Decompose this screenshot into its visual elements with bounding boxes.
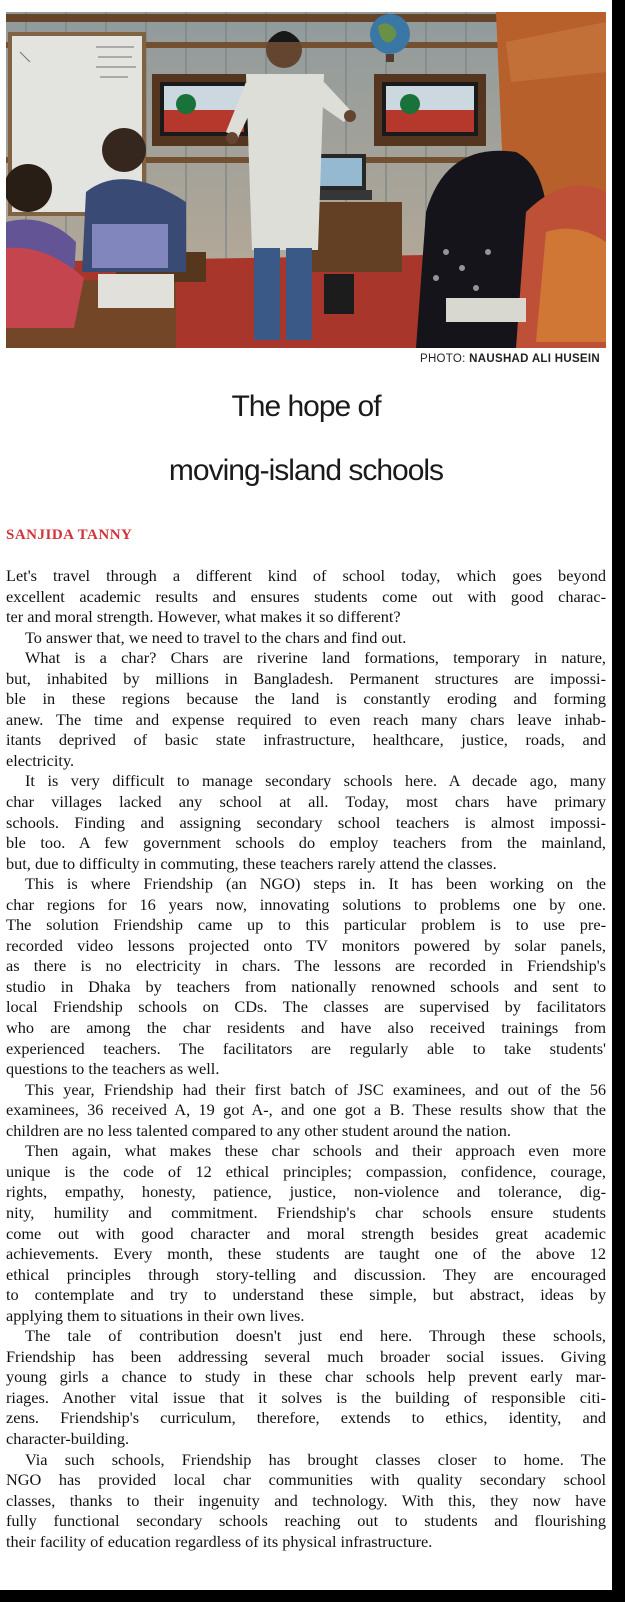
article-line: their facility of education regardless of its physical infrastructure. — [6, 1531, 433, 1551]
article-paragraph — [6, 1450, 606, 1553]
article-line: anew. The time and expense required to even reach many chars leave inhab- — [6, 709, 606, 729]
article-line: itants deprived of basic state infrastructure, healthcare, justice, roads, and — [6, 730, 606, 750]
article-line: experienced teachers. The facilitators are regularly able to take students' — [6, 1038, 606, 1058]
article-line: ter and moral strength. However, what makes it so different? — [6, 607, 401, 627]
article-line: What is a char? Chars are riverine land formations, temporary in nature, — [25, 648, 606, 668]
article-line: fully functional secondary schools reaching out to students and flourishing — [6, 1511, 606, 1531]
article-line: ethical principles through story-telling and discussion. They are encouraged — [6, 1264, 606, 1284]
article-line: NGO has provided local char communities with quality secondary school — [6, 1470, 606, 1490]
article-line: but, inhabited by millions in Bangladesh. Permanent structures are impossi- — [6, 668, 606, 688]
article-line: classes, thanks to their ingenuity and technology. With this, they now have — [6, 1490, 606, 1510]
article-line: Let's travel through a different kind of school today, which goes beyond — [6, 566, 606, 585]
article-line: The tale of contribution doesn't just end here. Through these schools, — [25, 1326, 606, 1346]
article-line: who are among the char residents and have also received trainings from — [6, 1018, 606, 1038]
article-line: studio in Dhaka by teachers from nationally renowned schools and sent to — [6, 976, 606, 996]
article-line: achievements. Every month, these students are taught one of the above 12 — [6, 1244, 606, 1264]
headline-line-2: moving-island schools — [168, 454, 444, 487]
article-line: young girls a chance to study in these char schools help prevent early mar- — [6, 1367, 606, 1387]
article-line: The solution Friendship came up to this particular problem is to use pre- — [6, 915, 606, 935]
article-line: applying them to situations in their own lives. — [6, 1305, 305, 1325]
article-line: unique is the code of 12 ethical principles; compassion, confidence, courage, — [6, 1161, 606, 1181]
article-line: char regions for 16 years now, innovating solutions to problems one by one. — [6, 894, 606, 914]
article-paragraph — [6, 874, 606, 1079]
article-paragraph — [6, 1080, 606, 1142]
article-paragraph — [6, 1326, 606, 1449]
article-line: but, due to difficulty in commuting, these teachers rarely attend the classes. — [6, 853, 497, 873]
article-line: To answer that, we need to travel to the chars and find out. — [25, 627, 407, 647]
photo-credit-label: PHOTO: — [419, 353, 466, 365]
author-byline: SANJIDA TANNY — [6, 527, 133, 543]
article-paragraph — [6, 566, 606, 628]
article-line: zens. Friendship's curriculum, therefore, extends to ethics, identity, and — [6, 1408, 606, 1428]
article-line: rights, empathy, honesty, patience, justice, non-violence and tolerance, dig- — [6, 1182, 606, 1202]
article-line: ble in these regions because the land is constantly eroding and forming — [6, 689, 606, 709]
article-line: It is very difficult to manage secondary schools here. A decade ago, many — [25, 771, 606, 791]
article-line: children are no less talented compared to any other student around the nation. — [6, 1120, 512, 1140]
classroom-photo — [6, 12, 606, 348]
classroom-photo-illustration — [6, 12, 606, 348]
article-line: nity, humility and commitment. Friendship's char schools ensure students — [6, 1202, 606, 1222]
article-line: electricity. — [6, 750, 75, 770]
article-line: schools. Finding and assigning secondary school teachers is almost impossi- — [6, 812, 606, 832]
headline-line-1: The hope of — [231, 390, 381, 423]
article-line: as there is no electricity in chars. The lessons are recorded in Friendship's — [6, 956, 606, 976]
article-line: char villages lacked any school at all. Today, most chars have primary — [6, 792, 606, 812]
article-line: This year, Friendship had their first batch of JSC examinees, and out of the 56 — [25, 1079, 606, 1099]
article-paragraph — [6, 771, 606, 874]
article-paragraph — [6, 648, 606, 771]
article-line: excellent academic results and ensures students come out with good charac- — [6, 586, 606, 606]
article-line: Then again, what makes these char schools and their approach even more — [25, 1141, 606, 1161]
article-line: ble too. A few government schools do employ teachers from the mainland, — [6, 833, 606, 853]
article-line: Friendship has been addressing several much broader social issues. Giving — [6, 1346, 606, 1366]
article-line: Via such schools, Friendship has brought classes closer to home. The — [25, 1449, 606, 1469]
article-line: examinees, 36 received A, 19 got A-, and one got a B. These results show that the — [6, 1100, 606, 1120]
article-line: recorded video lessons projected onto TV monitors powered by solar panels, — [6, 935, 606, 955]
article-paragraph — [6, 1141, 606, 1326]
photo-credit-name: NAUSHAD ALI HUSEIN — [469, 353, 600, 365]
article-line: This is where Friendship (an NGO) steps in. It has been working on the — [25, 874, 606, 894]
article-line: questions to the teachers as well. — [6, 1059, 220, 1079]
photo-credit — [420, 353, 600, 365]
article-line: riages. Another vital issue that it solves is the building of responsible citi- — [6, 1387, 606, 1407]
article-line: to contemplate and try to understand these simple, but abstract, ideas by — [6, 1285, 606, 1305]
article-line: character-building. — [6, 1428, 130, 1448]
article-body — [6, 566, 606, 1552]
article-paragraph — [6, 628, 606, 649]
article-line: come out with good character and moral strength besides great academic — [6, 1223, 606, 1243]
article-line: local Friendship schools on CDs. The classes are supervised by facilitators — [6, 997, 606, 1017]
